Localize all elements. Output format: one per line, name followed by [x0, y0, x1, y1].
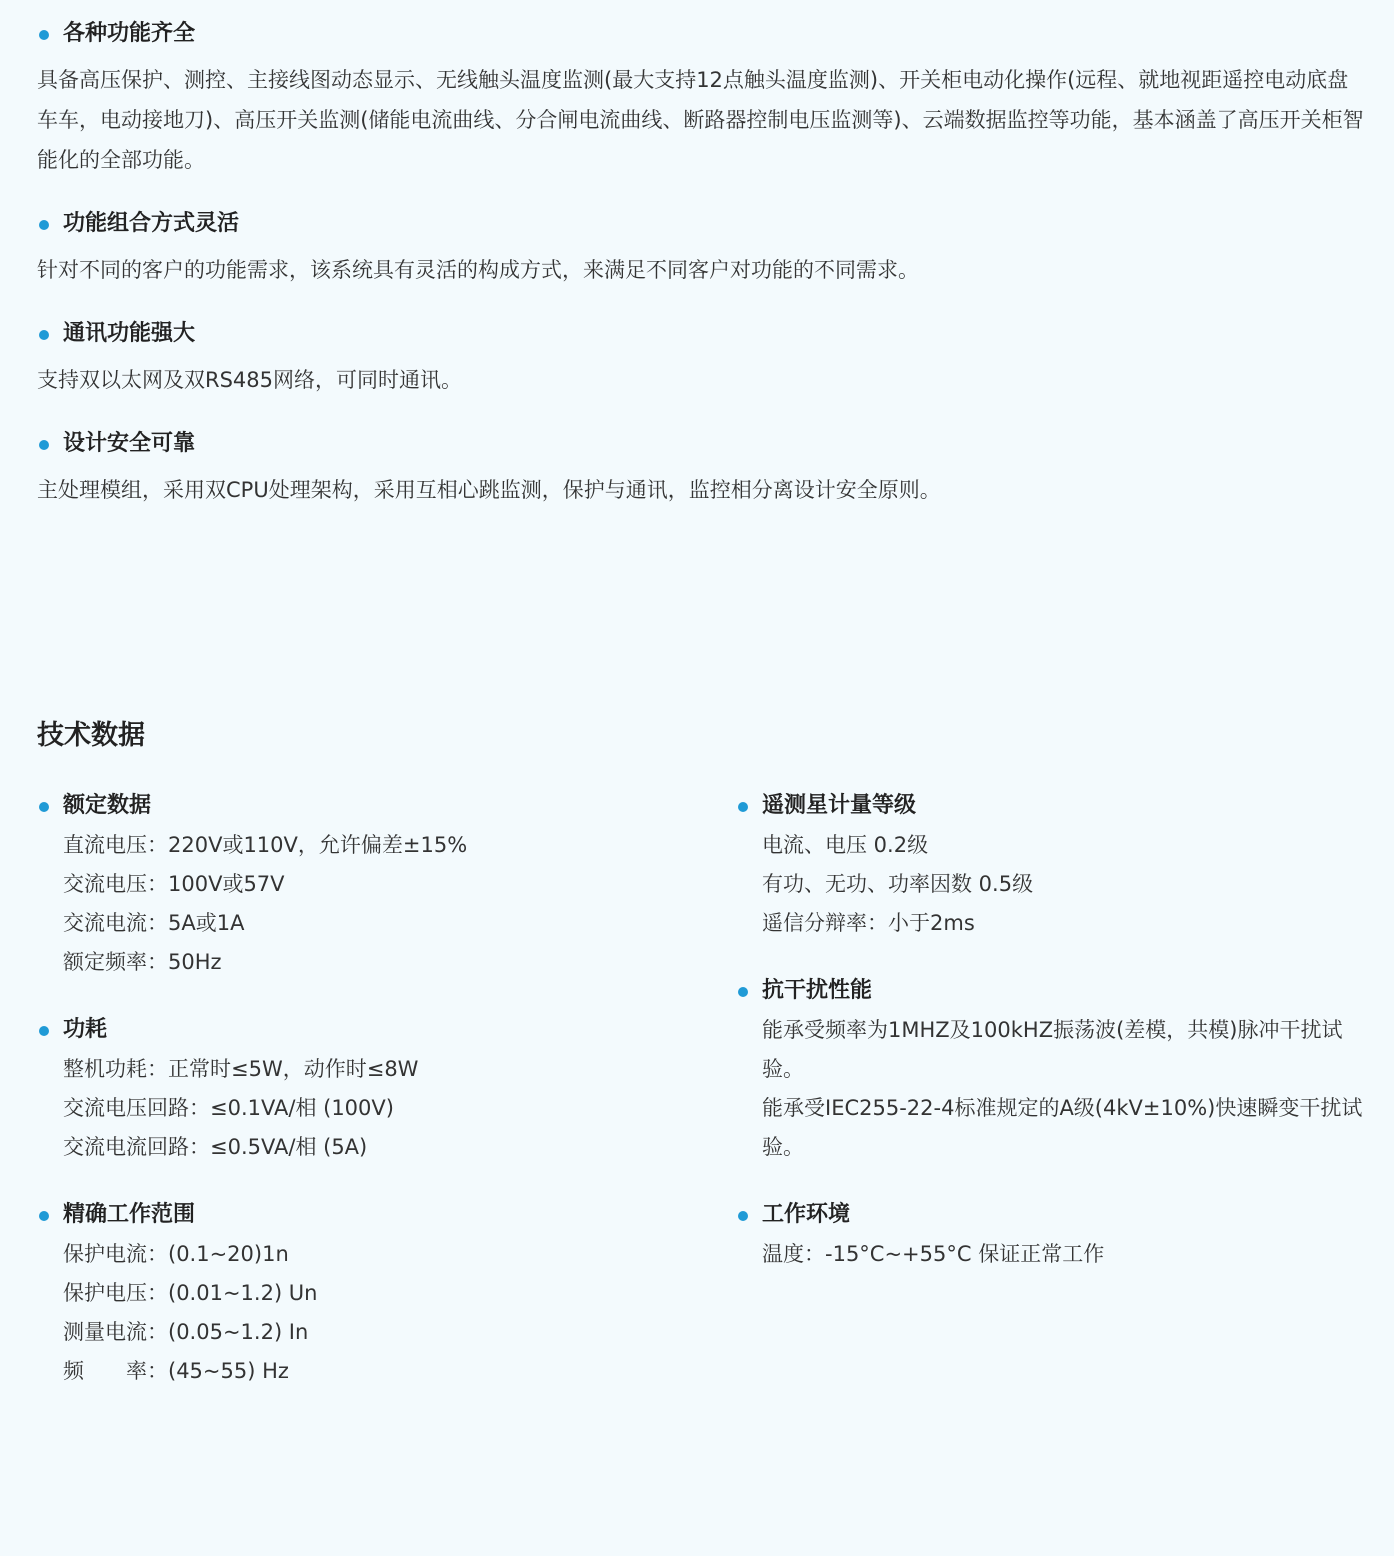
bullet-dot-icon	[738, 987, 748, 997]
spec-line: 有功、无功、功率因数 0.5级	[762, 872, 1034, 896]
bullet-dot-icon	[39, 1026, 49, 1036]
spec-heading	[736, 1195, 1366, 1235]
feature-title: 通讯功能强大	[63, 321, 196, 346]
tech-data-title: 技术数据	[37, 720, 145, 751]
bullet-dot-icon	[39, 30, 49, 40]
bullet-dot-icon	[39, 330, 49, 340]
spec-group-telemetry	[736, 786, 1366, 943]
spec-title: 遥测星计量等级	[762, 793, 917, 818]
spec-line: 直流电压：220V或110V，允许偏差±15%	[63, 833, 468, 857]
spec-heading	[37, 786, 687, 826]
spec-line: 能承受频率为1MHZ及100kHZ振荡波(差模，共模)脉冲干扰试验。	[762, 1018, 1343, 1081]
spec-group-emc	[736, 971, 1366, 1167]
spec-title: 精确工作范围	[63, 1202, 196, 1227]
spec-line: 测量电流：(0.05~1.2) In	[63, 1320, 309, 1344]
feature-body: 支持双以太网及双RS485网络，可同时通讯。	[37, 368, 463, 392]
spec-line: 频 率：(45~55) Hz	[63, 1359, 289, 1383]
feature-heading	[37, 314, 1367, 354]
feature-heading	[37, 14, 1367, 54]
spec-line: 交流电压：100V或57V	[63, 872, 285, 896]
bullet-dot-icon	[738, 1211, 748, 1221]
tech-right-column	[736, 786, 1366, 1302]
spec-line: 遥信分辩率：小于2ms	[762, 911, 975, 935]
spec-heading	[37, 1010, 687, 1050]
feature-body: 针对不同的客户的功能需求，该系统具有灵活的构成方式，来满足不同客户对功能的不同需求。	[37, 258, 919, 282]
spec-line: 整机功耗：正常时≤5W，动作时≤8W	[63, 1057, 419, 1081]
features-section	[37, 14, 1367, 534]
bullet-dot-icon	[39, 802, 49, 812]
spec-group-rated	[37, 786, 687, 982]
bullet-dot-icon	[39, 1211, 49, 1221]
bullet-dot-icon	[39, 440, 49, 450]
spec-title: 抗干扰性能	[762, 978, 873, 1003]
spec-group-power	[37, 1010, 687, 1167]
feature-heading	[37, 204, 1367, 244]
spec-line: 交流电流回路：≤0.5VA/相 (5A)	[63, 1135, 368, 1159]
spec-line: 交流电压回路：≤0.1VA/相 (100V)	[63, 1096, 394, 1120]
feature-body: 具备高压保护、测控、主接线图动态显示、无线触头温度监测(最大支持12点触头温度监测)、开关柜电动化操作(远程、就地视距遥控电动底盘车车，电动接地刀)、高压开关监测(储能电流曲线、分合闸电流曲线、断路器控制电压监测等)、云端数据监控等功能，基本涵盖了高压开关柜智能化的全部功能。	[37, 68, 1364, 172]
spec-group-range	[37, 1195, 687, 1391]
spec-title: 工作环境	[762, 1202, 851, 1227]
spec-group-environment	[736, 1195, 1366, 1274]
feature-body: 主处理模组，采用双CPU处理架构，采用互相心跳监测，保护与通讯，监控相分离设计安全原则。	[37, 478, 941, 502]
feature-item	[37, 314, 1367, 400]
spec-line: 保护电压：(0.01~1.2) Un	[63, 1281, 318, 1305]
spec-title: 额定数据	[63, 793, 152, 818]
bullet-dot-icon	[738, 802, 748, 812]
spec-line: 交流电流：5A或1A	[63, 911, 245, 935]
feature-heading	[37, 424, 1367, 464]
feature-title: 各种功能齐全	[63, 21, 196, 46]
spec-line: 温度：-15°C~+55°C 保证正常工作	[762, 1242, 1105, 1266]
spec-line: 额定频率：50Hz	[63, 950, 222, 974]
spec-line: 能承受IEC255-22-4标准规定的A级(4kV±10%)快速瞬变干扰试验。	[762, 1096, 1363, 1159]
feature-title: 设计安全可靠	[63, 431, 196, 456]
feature-item	[37, 14, 1367, 180]
spec-line: 电流、电压 0.2级	[762, 833, 929, 857]
spec-title: 功耗	[63, 1017, 108, 1042]
spec-line: 保护电流：(0.1~20)1n	[63, 1242, 289, 1266]
spec-heading	[736, 971, 1366, 1011]
tech-left-column	[37, 786, 687, 1419]
feature-title: 功能组合方式灵活	[63, 211, 240, 236]
spec-heading	[37, 1195, 687, 1235]
bullet-dot-icon	[39, 220, 49, 230]
feature-item	[37, 424, 1367, 510]
spec-heading	[736, 786, 1366, 826]
feature-item	[37, 204, 1367, 290]
